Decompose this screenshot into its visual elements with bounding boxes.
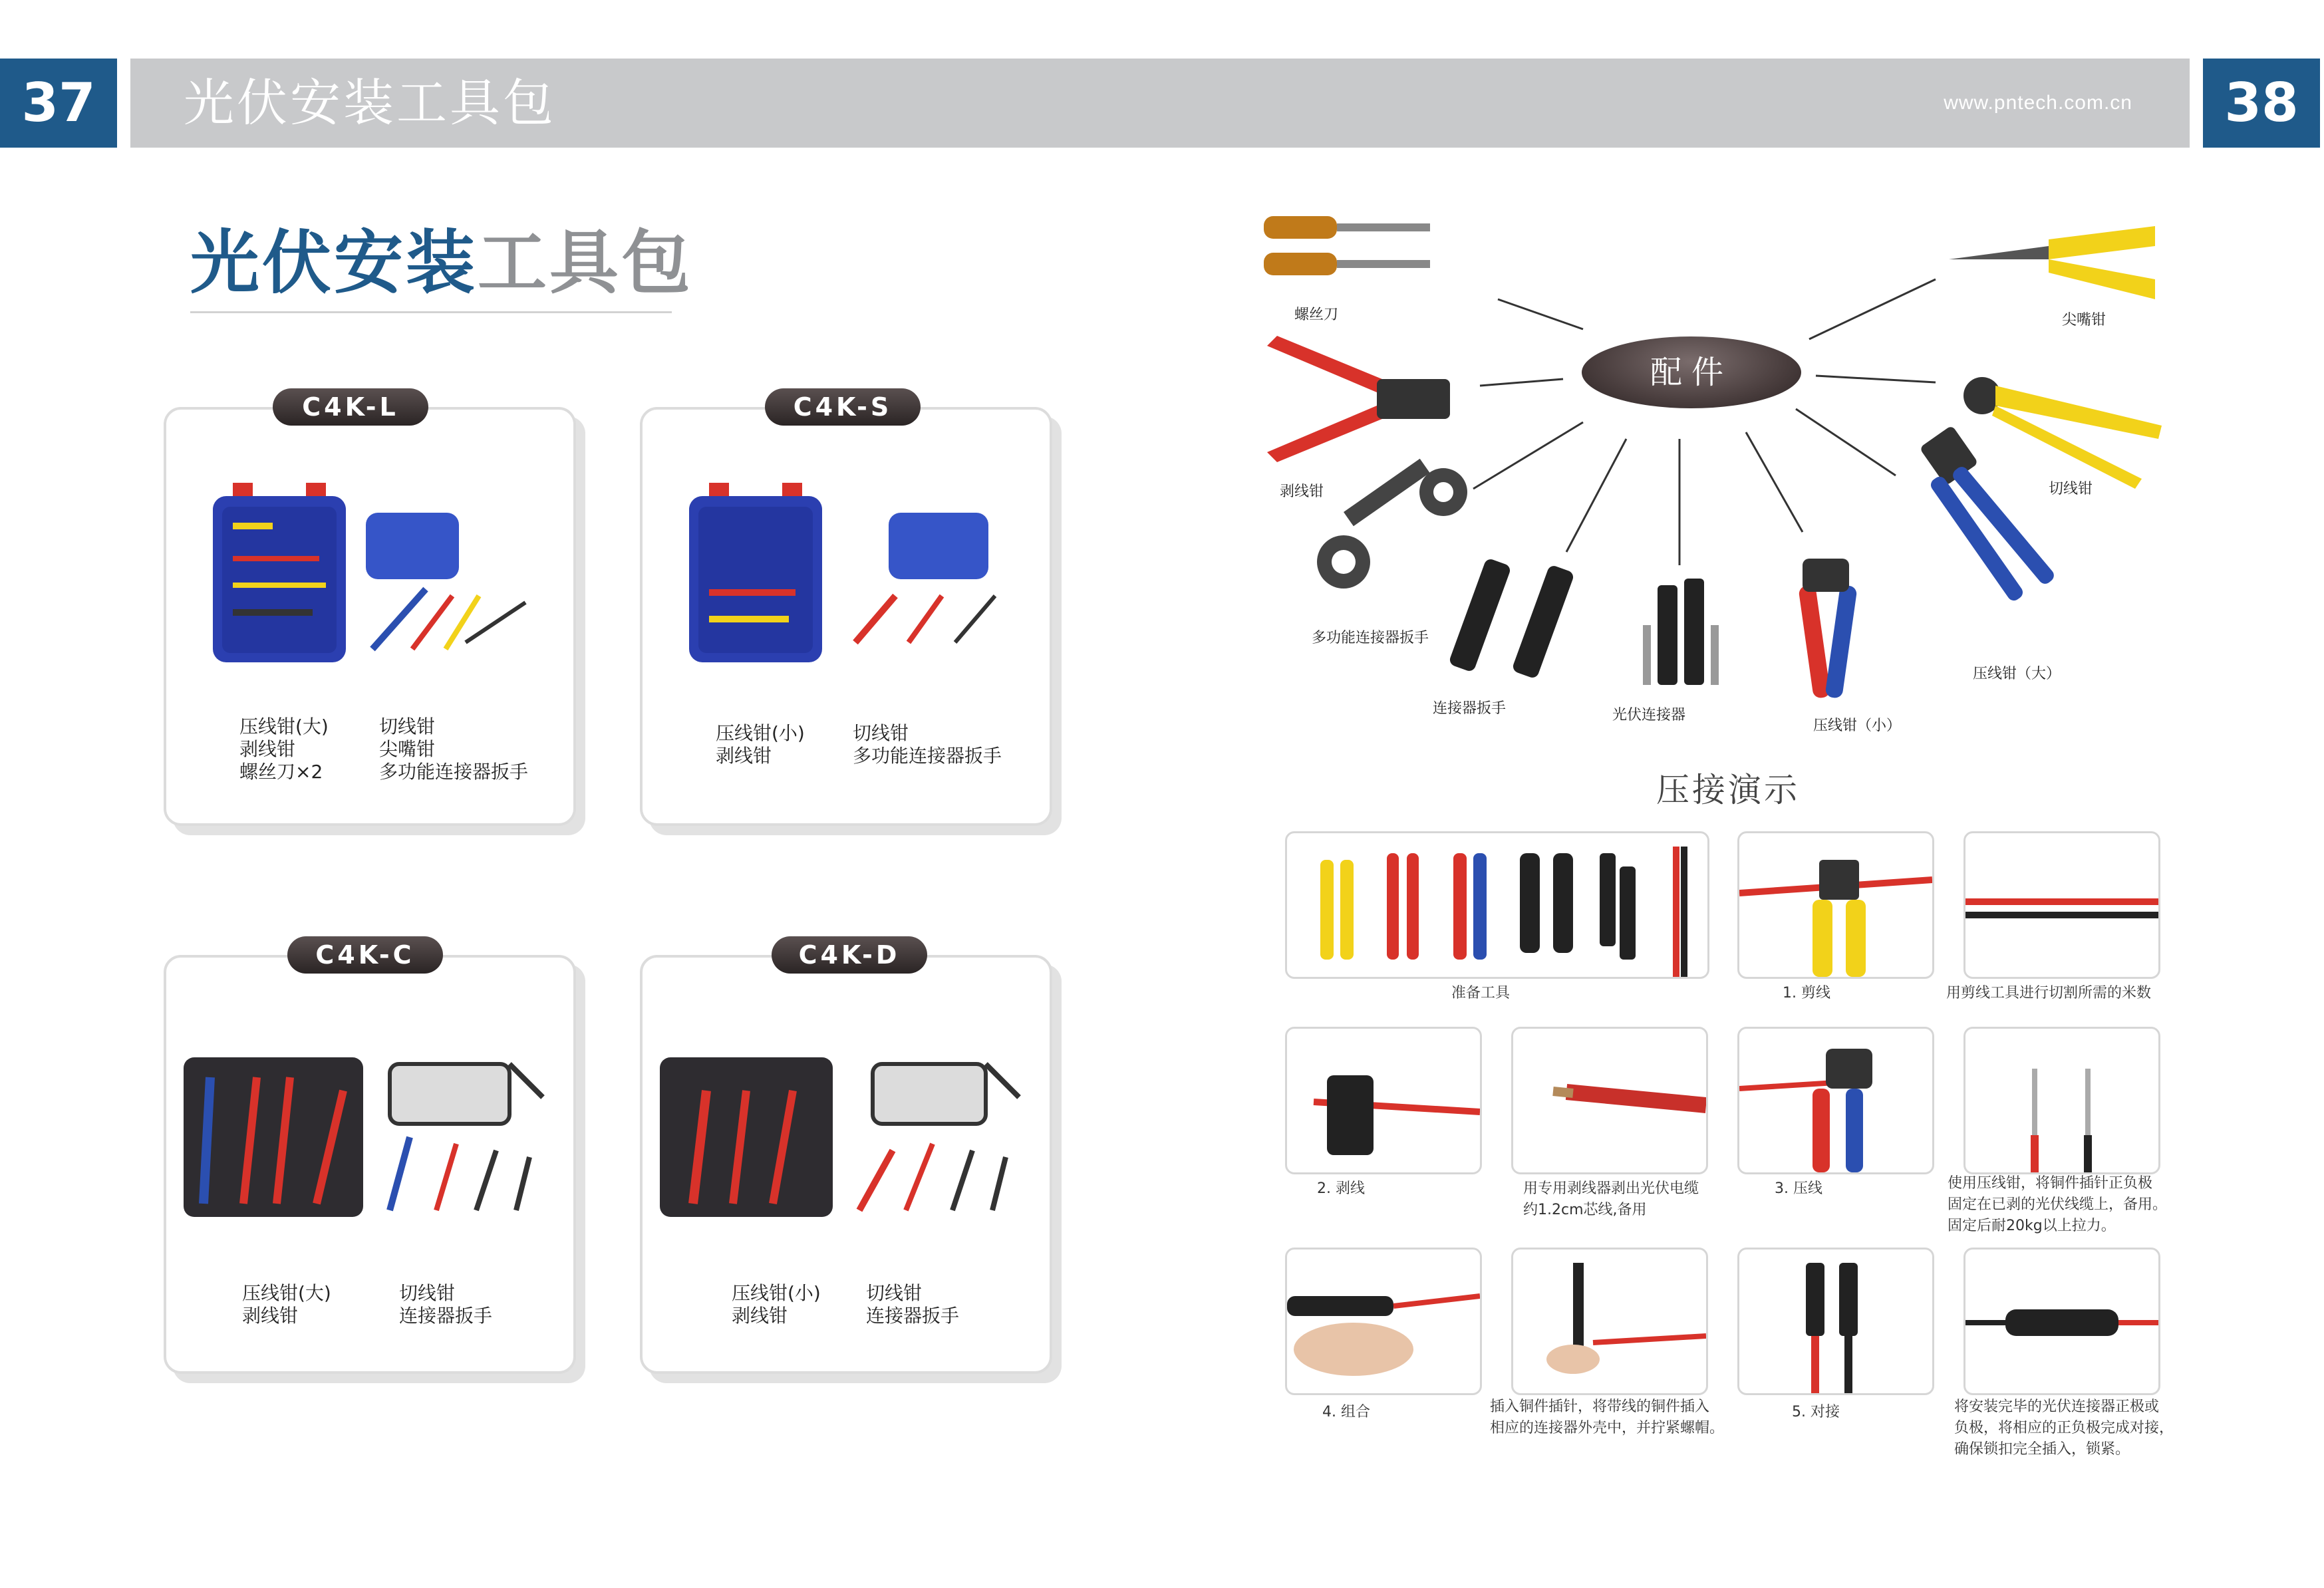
kit-card-c4k-c[interactable] xyxy=(164,955,576,1374)
accessory-label-crimper-small: 压线钳（小） xyxy=(1813,718,1902,734)
connector-line xyxy=(1498,299,1583,329)
demo-caption: 3. 压线 xyxy=(1775,1180,1822,1197)
kit-contents-col2: 切线钳 多功能连接器扳手 xyxy=(853,722,1002,767)
demo-caption: 1. 剪线 xyxy=(1783,985,1830,1001)
connector-line xyxy=(1473,422,1583,489)
demo-photo-measure xyxy=(1963,831,2160,979)
kit-code-badge: C4K-L xyxy=(273,388,428,426)
pv-connector-icon xyxy=(1643,579,1719,685)
crimper-small-icon xyxy=(1798,559,1857,699)
connector-line xyxy=(1566,439,1626,552)
demo-photo-stripped-wire xyxy=(1511,1027,1708,1174)
accessories-center-label: 配件 xyxy=(1582,336,1801,408)
demo-caption: 用剪线工具进行切割所需的米数 xyxy=(1946,985,2152,1001)
page-number-left: 37 xyxy=(0,59,117,148)
kit-contents-col2: 切线钳 连接器扳手 xyxy=(866,1282,960,1327)
kit-contents-col1: 压线钳(小) 剥线钳 xyxy=(716,722,805,767)
demo-photo-pins xyxy=(1963,1027,2160,1174)
demo-photo-strip xyxy=(1285,1027,1482,1174)
connector-wrench-icon xyxy=(1448,557,1575,679)
demo-photo-crimp xyxy=(1737,1027,1934,1174)
accessory-label-screwdriver: 螺丝刀 xyxy=(1294,307,1339,323)
connector-line xyxy=(1816,376,1936,382)
kit-contents-col1: 压线钳(大) 剥线钳 螺丝刀×2 xyxy=(239,716,329,783)
header-url[interactable]: www.pntech.com.cn xyxy=(1944,92,2132,114)
kit-code-badge: C4K-D xyxy=(772,936,927,974)
accessory-diagram xyxy=(1250,186,2182,745)
page-title-part2: 工具包 xyxy=(478,222,694,303)
accessory-label-wire-stripper: 剥线钳 xyxy=(1280,483,1324,500)
accessory-label-crimper-large: 压线钳（大） xyxy=(1973,666,2061,682)
title-underline xyxy=(190,311,672,313)
demo-photo-insert xyxy=(1511,1248,1708,1395)
kit-card-c4k-d[interactable] xyxy=(640,955,1052,1374)
kit-code-badge: C4K-C xyxy=(287,936,443,974)
connector-line xyxy=(1796,409,1896,475)
demo-caption: 使用压线钳，将铜件插针正负极 固定在已剥的光伏线缆上，备用。 固定后耐20kg以上拉力。 xyxy=(1948,1175,2168,1234)
connector-line xyxy=(1746,432,1803,532)
demo-caption: 将安装完毕的光伏连接器正极或 负极，将相应的正负极完成对接， 确保锁扣完全插入，锁紧。 xyxy=(1954,1398,2174,1458)
accessory-label-pv-connector: 光伏连接器 xyxy=(1612,707,1686,724)
kit-image-toolbox-open xyxy=(213,483,545,669)
kit-image-tool-pouch xyxy=(184,1051,556,1230)
screwdriver-icon xyxy=(1264,216,1430,275)
accessory-label-wire-cutter: 切线钳 xyxy=(2049,481,2093,497)
demo-photo-cut xyxy=(1737,831,1934,979)
demo-caption: 4. 组合 xyxy=(1322,1404,1370,1420)
demo-caption: 5. 对接 xyxy=(1792,1404,1840,1420)
demo-caption: 准备工具 xyxy=(1451,985,1511,1001)
kit-contents-col1: 压线钳(大) 剥线钳 xyxy=(242,1282,331,1327)
needle-nose-pliers-icon xyxy=(1949,226,2155,299)
header-bar xyxy=(130,59,2190,148)
wire-stripper-icon xyxy=(1267,336,1450,462)
connector-line xyxy=(1480,379,1563,386)
demo-caption: 2. 剥线 xyxy=(1317,1180,1365,1197)
demo-caption: 插入铜件插针，将带线的铜件插入 相应的连接器外壳中，并拧紧螺帽。 xyxy=(1490,1398,1725,1436)
accessory-label-needle-nose-pliers: 尖嘴钳 xyxy=(2062,312,2106,329)
kit-contents-col2: 切线钳 连接器扳手 xyxy=(399,1282,493,1327)
wire-cutter-icon xyxy=(1963,377,2162,489)
kit-code-badge: C4K-S xyxy=(765,388,921,426)
kit-card-c4k-l[interactable] xyxy=(164,407,576,826)
kit-image-toolbox-open xyxy=(689,483,1022,669)
tools-lineup-icon xyxy=(1287,833,1707,977)
kit-contents-col2: 切线钳 尖嘴钳 多功能连接器扳手 xyxy=(379,716,529,783)
kit-card-c4k-s[interactable] xyxy=(640,407,1052,826)
page-number-right: 38 xyxy=(2203,59,2320,148)
demo-title: 压接演示 xyxy=(1656,771,1800,809)
demo-photo-mate xyxy=(1737,1248,1934,1395)
accessory-label-multi-wrench: 多功能连接器扳手 xyxy=(1312,630,1429,646)
crimper-large-icon xyxy=(1919,425,2057,603)
kit-contents-col1: 压线钳(小) 剥线钳 xyxy=(732,1282,821,1327)
kit-image-tool-pouch xyxy=(660,1051,1032,1230)
demo-photo-assemble xyxy=(1285,1248,1482,1395)
connector-line xyxy=(1809,279,1936,339)
accessory-label-connector-wrench: 连接器扳手 xyxy=(1433,700,1507,717)
page-title-part1: 光伏安装 xyxy=(190,222,478,303)
demo-photo-locked xyxy=(1963,1248,2160,1395)
multi-wrench-icon xyxy=(1317,459,1467,589)
demo-caption: 用专用剥线器剥出光伏电缆 约1.2cm芯线,备用 xyxy=(1523,1180,1699,1218)
header-title: 光伏安装工具包 xyxy=(184,73,556,132)
page-title xyxy=(190,219,693,306)
demo-photo-tools xyxy=(1285,831,1709,979)
